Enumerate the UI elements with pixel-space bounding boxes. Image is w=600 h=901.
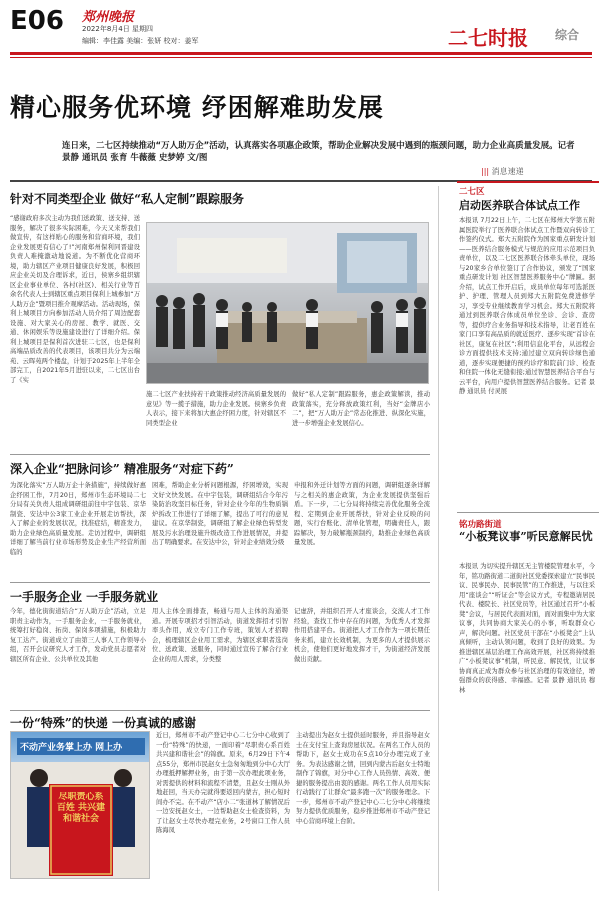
sidebar-item1-text: 本报讯 7月22日上午，二七区在郑州大学第五附属医院举行了医养联合体试点工作暨双向转诊工作签约仪式。郑大五附院作为国家重点研发计划——医养结合服务模式与规范的应用示范项目负责单位，以及二七区医养联合体牵头单位，现场与20家乡合单位签订了合作协议，颁发了“国家重点研发计划 社区智慧医养服务中心”牌匾。据介绍，试点工作开启后，成员单位每年可选派医护、护理、管理人员到郑大五附院免费进修学习，享受专业继续教育学习机会。郑大五附院将通过到医养联合体成员单位坐诊、会诊、查房等，提供疗合业务指导和技术指导，让老百姓在家门口享有高品质的就近医疗、逐步实现“首诊在社区，康复在社区”;利用信息化平台，从远程会诊方面提供技术支持;通过建立双向转诊绿色通道，逐步实现便捷的预约诊疗和院前门诊、检查和住院一体化无缝衔接;通过智慧医养结合平台与云平台，向用户提供智慧医养结合服务。记者 景静 通讯员 付灵展 [459, 217, 595, 395]
section-divider [10, 454, 430, 455]
banner-photo [10, 731, 150, 879]
section3-text-mid: 用人主体全面排查，畅通与用人主体的沟通渠道。开展专项招才引智活动，街道发挥招才引智率头作用，成立专门工作专班，策划人才招聘会，梳理辖区企业用工需求，为辖区求职者选岗位、送政策、送服务，同时通过宣传了解合行业企业的用人需求，分类整 [152, 608, 288, 663]
sidebar-item-2 [457, 518, 599, 891]
bars-icon: ||| [481, 167, 490, 176]
section-label: 综合 [555, 28, 580, 42]
banner-text: 尽职责心系百姓 共兴建和谐社会 [56, 792, 106, 824]
column-divider [438, 186, 439, 891]
section-divider [10, 582, 430, 583]
editors-line: 编辑：李佳露 美编：张妍 校对：姜军 [82, 37, 199, 45]
sidebar-item1-kicker: 二七区 [459, 187, 485, 197]
section1-heading: 针对不同类型企业 做好“私人定制”跟踪服务 [10, 192, 244, 206]
exhibition-scene [147, 223, 429, 384]
sidebar-divider [457, 512, 599, 513]
section1-text-mid: 施二七区产业扶持若干政策推动经济高质量发展的意见》等一揽子措施，助力企业发展。侯寨乡负责人表示，接下来将加大惠企纾困力度，针对辖区不同类型企业 [146, 391, 286, 427]
sidebar-item1-heading: 启动医养联合体试点工作 [459, 199, 580, 212]
sidebar-tag: ||| 消息速递 [481, 167, 524, 176]
sidebar-item2-kicker: 铭功路街道 [459, 520, 502, 530]
section2-text-mid: 困难，帮助企业分析问题根源，纾困增效，实现文好文快发展。在中宇包装，调研组结合今年污染防治攻坚目标任务，针对企业今年的生物质锅炉拆改工作进行了详细了解，提出了可行的意见建议。在京华制瓷，调研组了解企业绿色转型发展及污水治理设施升级改造工作进展情况，并提出了明确要求。在安达中公，针对企业绩效分级 [152, 482, 288, 546]
page-number: E06 [10, 6, 64, 36]
section1-text-left: “感谢政府多次主动为我们送政策、送支持、送服务，解决了很多实际困难，今天又来帮我们做宣传，有这样贴心的服务和营商环境，我们企业发展更有信心了!”河南郑州保利同晋建设负责人难掩激动地说道。为不断优化营商环境，助力辖区产业项目健康良好发展，积极回应企业关切及合理诉求，近日，侯寨乡组织辖区企业事业单位、各村(社区)、相关行业等百余名代表人士到辖区重点项目保利上城参加“万人助万企”暨项目推介观摩活动。活动现场，保利上城项目方向参加活动人员介绍了周边配套设施、对大家关心的房屋、教学、就医、交通、休闲娱乐等设施建设进行了详细介绍。保利上城项目是保利首次进驻二七区，也是保利高端品质改善的代表项目，该项目共分为云端苑、云晖苑两个楼盘，计划于2025年上半年全部完工，自2021年5月进驻以来，二七区出台了《实 [10, 215, 140, 384]
exhibition-photo [146, 222, 429, 384]
top-rule [10, 52, 592, 55]
sidebar-item-1 [457, 181, 599, 509]
section2-text-left: 为深化落实“万人助万企十条措施”，持续做好惠企纾困工作，7月20日，郑州市生态环境局二七分局有关负责人组成调研组前往中宇包装、京华制瓷、安达中公3家工业企业开展走访帮扶，深入了解企业的发展状况，找准症结，精准发力，助力企业绿色高质量发展。走访过程中，调研组详细了解当前行业市场形势及企业生产经营所面临的 [10, 482, 146, 556]
photo-caption: 不动产业务掌上办 网上办 [17, 738, 145, 755]
paper-name: 郑州晚报 [82, 10, 135, 25]
section3-heading: 一手服务企业 一手服务就业 [10, 590, 159, 604]
section4-heading: 一份“特殊”的快递 一份真诚的感谢 [10, 716, 196, 730]
page-headline: 精心服务优环境 纾困解难助发展 [10, 93, 384, 122]
section4-text-right: 主动提出为赵女士提供延时服务，并且指导赵女士在支付宝上查询房屋状况。在两名工作人员的帮助下，赵女士成功在5点10分办理完成了业务。为表达感谢之情，回到内蒙古后赵女士特地制作了锦旗，对分中心工作人员热情、高效、便捷的服务提出由衷的感谢。两名工作人员用实际行动践行了让群众“最多跑一次”的服务理念。下一步，郑州市不动产登记中心二七分中心将继续努力提供优质服务，稳步推进郑州市不动产登记中心营商环境上台阶。 [296, 732, 430, 825]
top-rule-thin [10, 57, 592, 58]
sidebar-item2-text: 本报讯 为切实提升辖区无主管楼院管理水平，今年，铭功路街道二道街社区党委探索建立“民事民议、民事民办、民事民管”的工作推进，与以往采用“座谈会”“听证会”等会议方式，专程邀请居民代表、楼院长、社区党员等，社区通过召开“小板凳”会议，与居民代表面对面，面对面集中为大家议事，共同协商大家关心的小事，听取群众心声，解决问题。社区党员干部在“小板凳会”上认真倾听，主动认领问题，收到了良好的效果。为推进辖区基层治理工作高效开展，社区将持续推广“小板凳议事”机制，听民意、解民忧，让议事协商真正成为群众参与社区治理的有效途径，增强群众的获得感、幸福感。记者 景静 通讯员 穆林 [459, 563, 595, 694]
brand-title: 二七时报 [448, 26, 528, 50]
section4-text-mid: 近日，郑州市不动产登记中心二七分中心收到了一份“特殊”的快递，一面印着“尽职责心系百姓 共兴建和谐社会”的锦旗。原来，6月29日下午4点55分，郑州市民赵女士急匆匆地到分中心大厅办理抵押解押业务，由于第一次办理此项业务，对需提供的材料和流程不清楚，且赵女士刚从外地赶回，当天办完就得要返回内蒙古，担心短时间办不完。在不动产“店小二”张道林了解情况后一边安抚赵女士，一边帮助赵女士检查资料，为了让赵女士尽快办理完业务，2号窗口工作人员陈海凤 [156, 732, 290, 834]
section3-text-right: 记虚辞，并组织召开人才座谈会，交流人才工作经验，查找工作中存在的问题，为优秀人才发挥作用搭建平台。街道把人才工作作为一项长期任务来抓，建立长效机制，为更多的人才提供展示机会，使他们更好地发挥才干，为街道经济发展做出贡献。 [294, 608, 430, 663]
section-divider [10, 710, 430, 711]
sidebar-item2-heading: “小板凳议事”听民意解民忧 [459, 530, 593, 543]
section1-text-right: 做好“私人定制”跟踪服务，惠企政策解读，推动政策落实，充分释放政策红利，当好“金牌店小二”，把“万人助万企”常态化推进、纵深化实施，进一步增强企业发展信心。 [292, 391, 430, 427]
lead-paragraph: 连日来，二七区持续推动“万人助万企”活动，认真落实各项惠企政策，帮助企业解决发展中遇到的瓶颈问题，助力企业高质量发展。记者 景静 通讯员 张育 牛薇薇 史梦婷 文/图 [62, 141, 575, 163]
section3-text-left: 今年，德化街街道结合“万人助万企”活动，立足职责主动作为，一手服务企业，一手服务就业，统筹打好稳岗、拓岗、保岗多项措施，积极助力复工达产。街道成立了由第三人事人工作领导小组，召开会议研究人才工作，发动党员志愿者对辖区所有企业、公共单位及其他 [10, 608, 146, 663]
section2-text-right: 申报和外迁计划等方面的问题，调研组逐条详解与之相关的惠企政策，为企业发展提供坚强后盾。下一步，二七分局将持续完善优化服务全流程、定期到企业开展帮扶，针对企业反映的问题，实行台账化、清单化管理，明确责任人，跟踪解决，努力破解瓶颈制约，助推企业绿色高质量发展。 [294, 482, 430, 546]
date-line: 2022年8月4日 星期四 [82, 25, 153, 33]
section2-heading: 深入企业“把脉问诊” 精准服务“对症下药” [10, 462, 234, 476]
